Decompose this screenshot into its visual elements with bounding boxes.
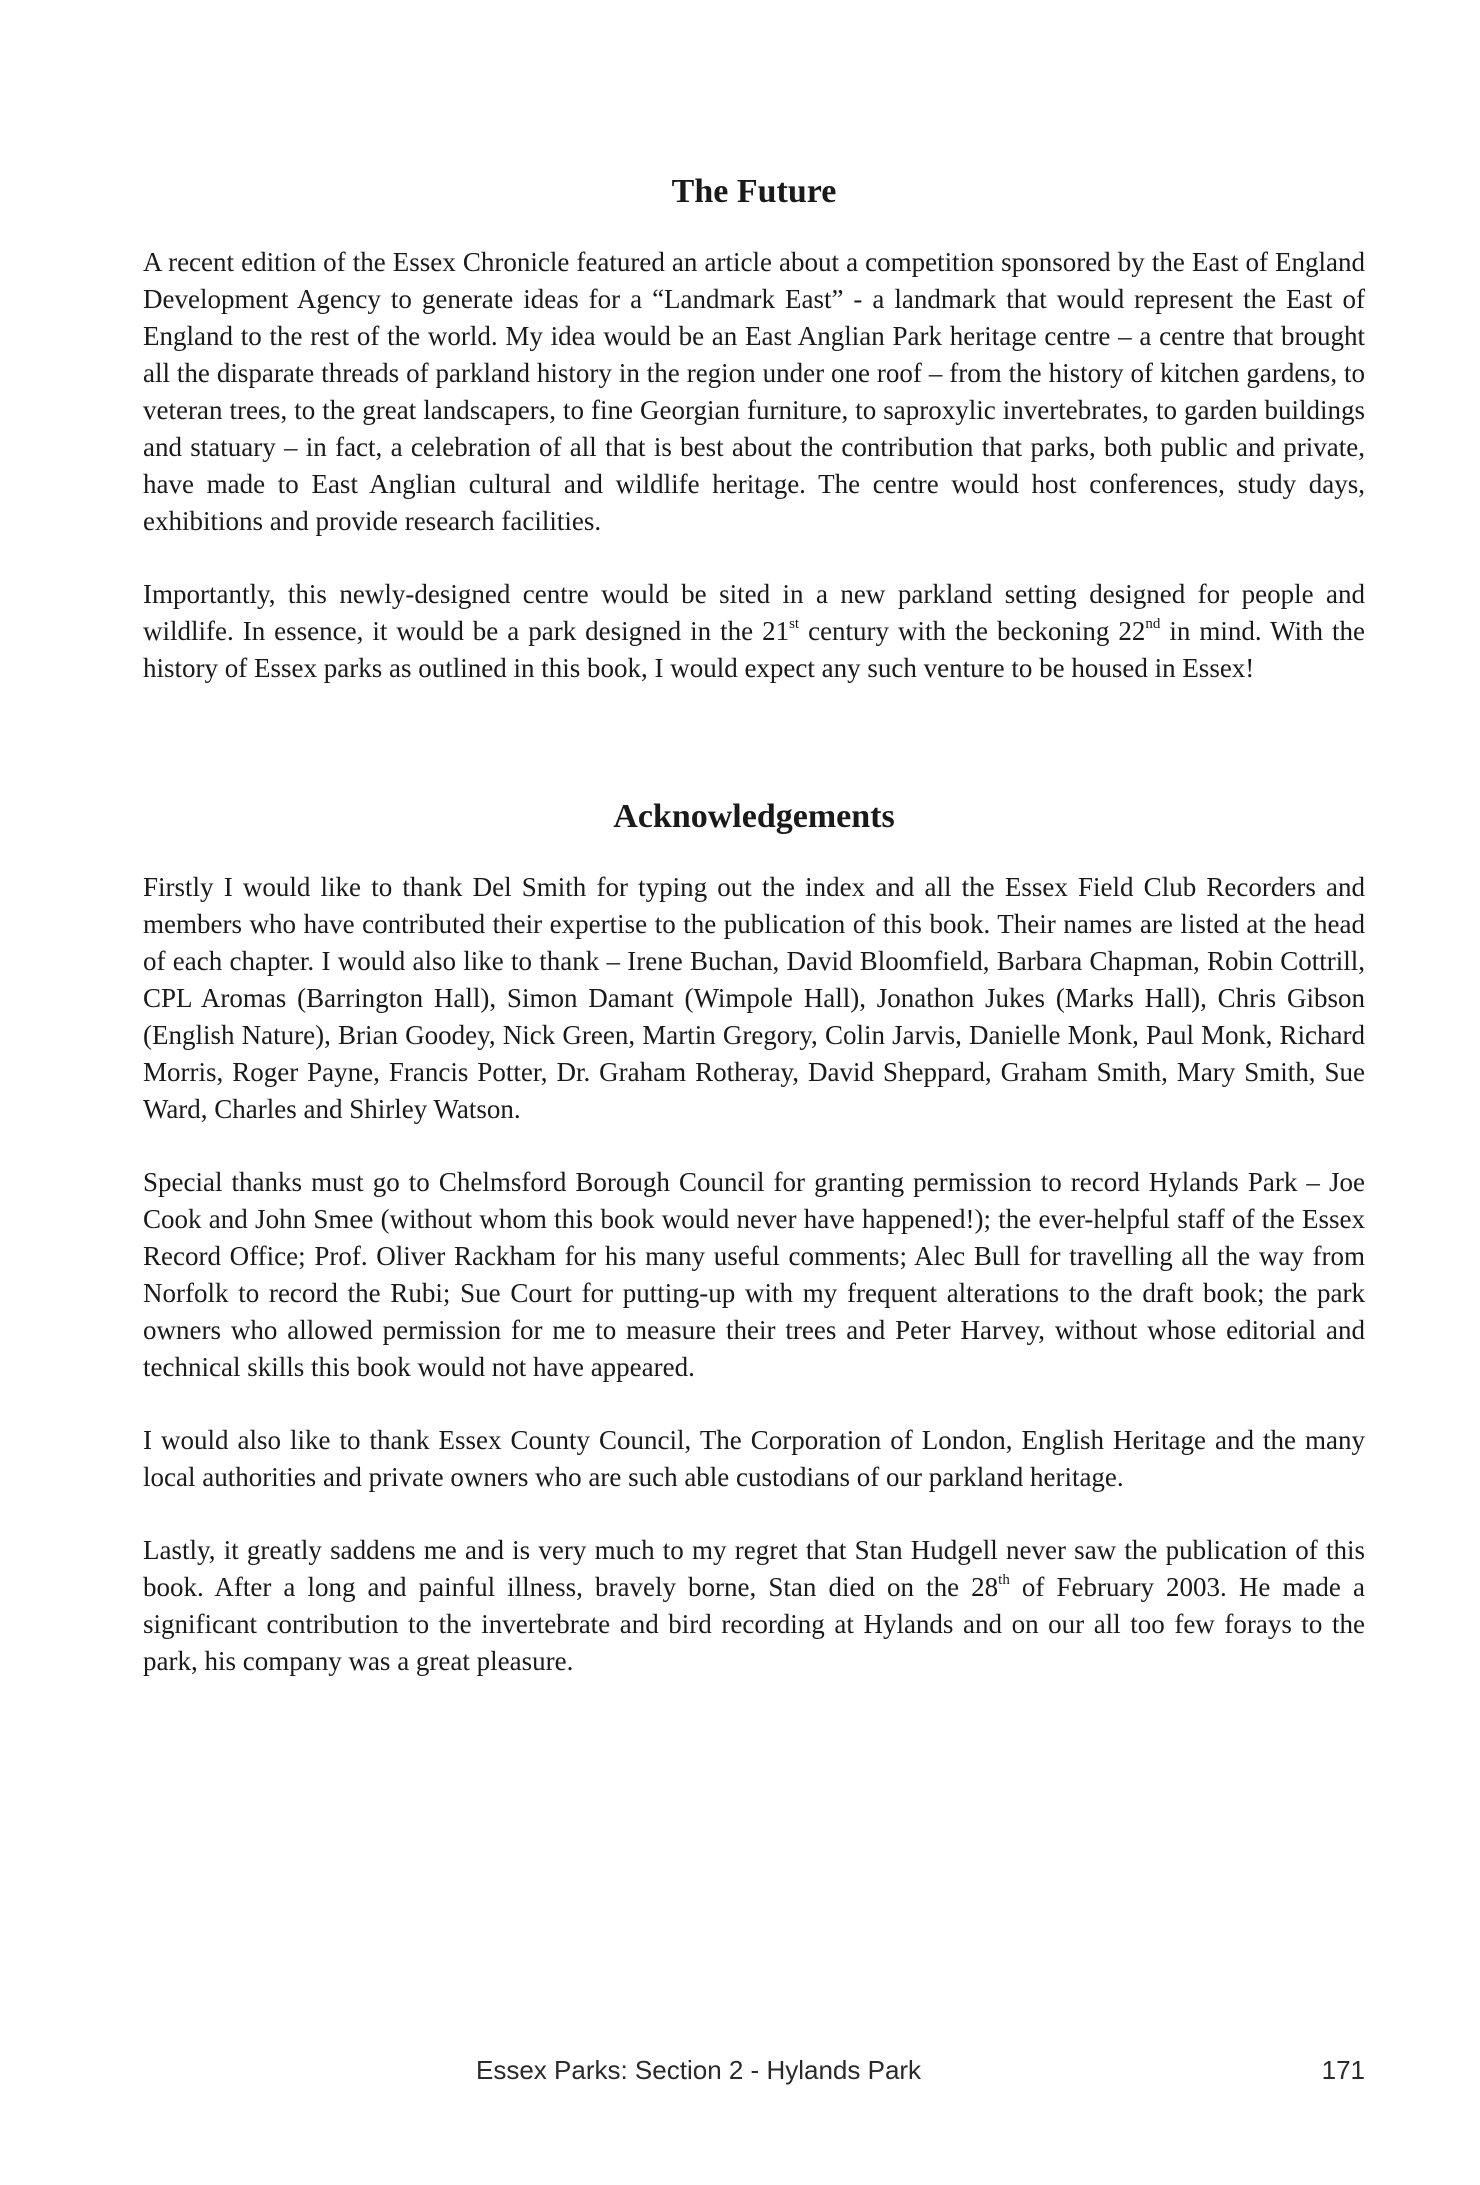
section-heading-acknowledgements: Acknowledgements xyxy=(613,798,895,835)
future-paragraph-2-text-c: in mind. With the history of Essex parks as outlined in this book, I would expect any such venture to be housed in Essex! xyxy=(143,616,1365,683)
superscript-th: th xyxy=(998,1572,1010,1588)
page-body xyxy=(143,170,1365,1716)
future-paragraph-2-text-a: Importantly, this newly-designed centre would be sited in a new parkland setting designed for people and wildlife. In essence, it would be a park designed in the 21 xyxy=(143,579,1365,646)
future-paragraph-2 xyxy=(143,576,1365,687)
footer-title: Essex Parks: Section 2 - Hylands Park xyxy=(476,2055,922,2085)
superscript-nd: nd xyxy=(1145,616,1161,632)
ack-paragraph-3: I would also like to thank Essex County Council, The Corporation of London, English Heritage and the many local authorities and private owners who are such able custodians of our parkland heritage. xyxy=(143,1425,1365,1492)
page-number: 171 xyxy=(1321,2055,1365,2085)
future-paragraph-1: A recent edition of the Essex Chronicle featured an article about a competition sponsored by the East of England Development Agency to generate ideas for a “Landmark East” - a landmark that would represent the East of England to the rest of the world. My idea would be an East Anglian Park heritage centre – a centre that brought all the disparate threads of parkland history in the region under one roof – from the history of kitchen gardens, to veteran trees, to the great landscapers, to fine Georgian furniture, to saproxylic invertebrates, to garden buildings and statuary – in fact, a celebration of all that is best about the contribution that parks, both public and private, have made to East Anglian cultural and wildlife heritage. The centre would host conferences, study days, exhibitions and provide research facilities. xyxy=(143,247,1365,536)
ack-paragraph-1: Firstly I would like to thank Del Smith for typing out the index and all the Essex Field Club Recorders and members who have contributed their expertise to the publication of this book. Their names are listed at the head of each chapter. I would also like to thank – Irene Buchan, David Bloomfield, Barbara Chapman, Robin Cottrill, CPL Aromas (Barrington Hall), Simon Damant (Wimpole Hall), Jonathon Jukes (Marks Hall), Chris Gibson (English Nature), Brian Goodey, Nick Green, Martin Gregory, Colin Jarvis, Danielle Monk, Paul Monk, Richard Morris, Roger Payne, Francis Potter, Dr. Graham Rotheray, David Sheppard, Graham Smith, Mary Smith, Sue Ward, Charles and Shirley Watson. xyxy=(143,872,1365,1124)
section-heading-future: The Future xyxy=(671,173,837,210)
ack-paragraph-4-text-b: of February 2003. He made a significant contribution to the invertebrate and bird recording at Hylands and on our all too few forays to the park, his company was a great pleasure. xyxy=(143,1572,1365,1676)
ack-paragraph-4 xyxy=(143,1532,1365,1680)
ack-paragraph-4-text-a: Lastly, it greatly saddens me and is very much to my regret that Stan Hudgell never saw the publication of this book. After a long and painful illness, bravely borne, Stan died on the 28 xyxy=(143,1535,1365,1602)
superscript-st: st xyxy=(789,616,800,632)
future-paragraph-2-text-b: century with the beckoning 22 xyxy=(799,616,1146,646)
ack-paragraph-2: Special thanks must go to Chelmsford Borough Council for granting permission to record Hylands Park – Joe Cook and John Smee (without whom this book would never have happened!); the ever-helpful staff of the Essex Record Office; Prof. Oliver Rackham for his many useful comments; Alec Bull for travelling all the way from Norfolk to record the Rubi; Sue Court for putting-up with my frequent alterations to the draft book; the park owners who allowed permission for me to measure their trees and Peter Harvey, without whose editorial and technical skills this book would not have appeared. xyxy=(143,1167,1365,1382)
